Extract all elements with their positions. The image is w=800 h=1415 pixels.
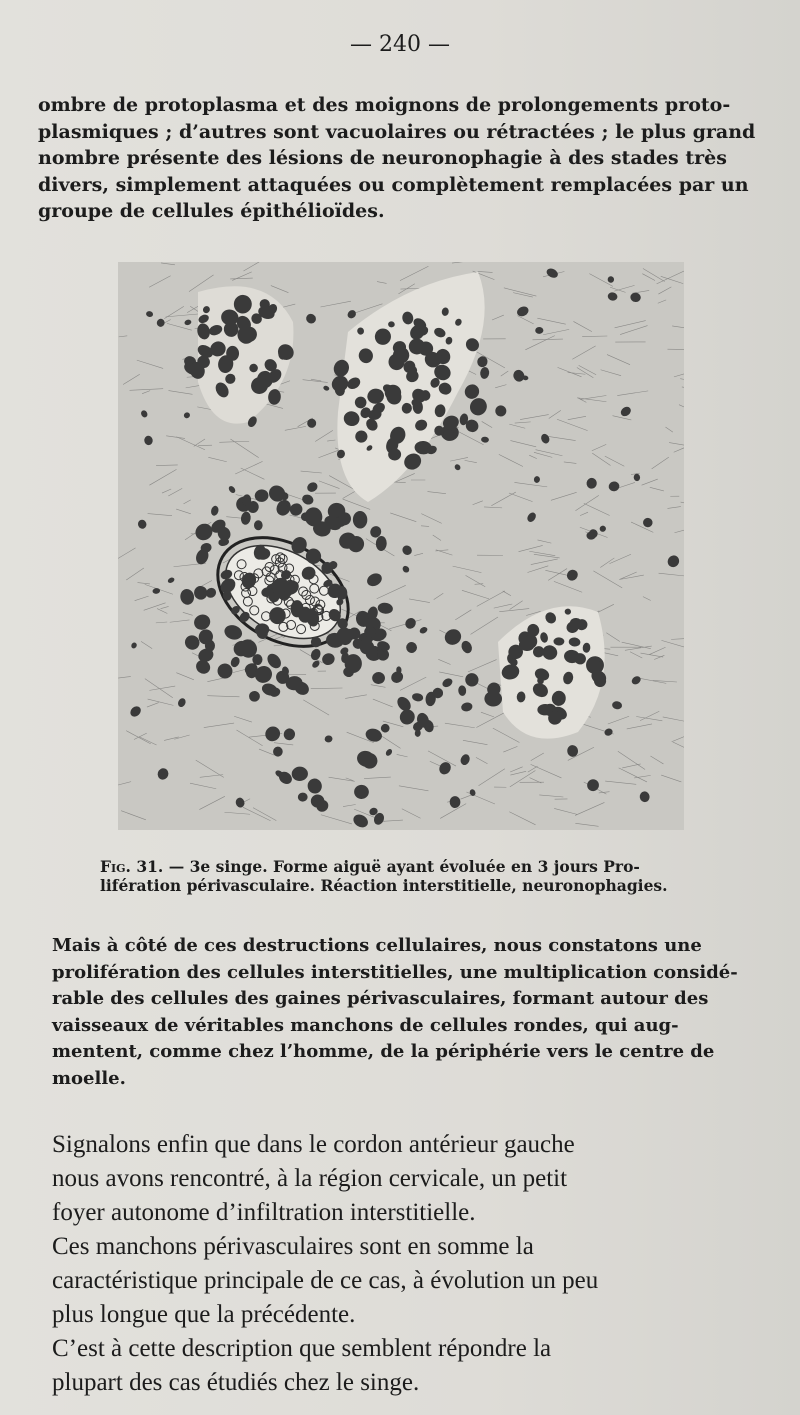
text-line: rable des cellules des gaines périvasculaires, formant autour des [52, 988, 709, 1009]
text-line: C’est à cette description que semblent répondre la [52, 1335, 552, 1362]
paragraph-top [38, 92, 766, 225]
text-line: plupart des cas étudiés chez le singe. [52, 1369, 420, 1396]
page-number: — 240 — [350, 32, 450, 57]
cell-nucleus [269, 607, 286, 624]
figure-label: Fig. 31. [100, 857, 164, 876]
text-line: ombre de protoplasma et des moignons de prolongements proto- [38, 94, 731, 116]
text-line: divers, simplement attaquées ou complètement remplacées par un [38, 173, 749, 196]
text-line: Ces manchons périvasculaires sont en somme la [52, 1233, 534, 1260]
histology-illustration [118, 262, 684, 830]
text-line: Mais à côté de ces destructions cellulaires, nous constatons une [52, 935, 702, 956]
text-line: groupe de cellules épithélioïdes. [38, 200, 385, 222]
text-line: vaisseaux de véritables manchons de cellules rondes, qui aug- [52, 1014, 679, 1036]
text-line: plasmiques ; d’autres sont vacuolaires ou rétractées ; le plus grand [38, 120, 756, 143]
text-line: nous avons rencontré, à la région cervicale, un petit [52, 1165, 568, 1192]
paragraph-bottom [52, 1128, 764, 1400]
text-line: mentent, comme chez l’homme, de la périphérie vers le centre de [52, 1041, 715, 1062]
text-line: caractéristique principale de ce cas, à évolution un peu [52, 1267, 599, 1294]
text-line: Signalons enfin que dans le cordon antérieur gauche [52, 1131, 575, 1158]
caption-line [100, 857, 720, 876]
text-line: prolifération des cellules interstitielles, une multiplication considé- [52, 961, 738, 983]
text-line: nombre présente des lésions de neuronophagie à des stades très [38, 147, 727, 169]
histology-drawing [118, 262, 684, 830]
caption-text: — 3e singe. Forme aiguë ayant évoluée en 3 jours Pro- [163, 857, 640, 876]
text-line: plus longue que la précédente. [52, 1301, 356, 1328]
caption-line: lifération périvasculaire. Réaction interstitielle, neuronophagies. [100, 876, 668, 895]
text-line: foyer autonome d’infiltration interstitielle. [52, 1199, 476, 1226]
text-line: moelle. [52, 1067, 126, 1089]
figure-caption [100, 857, 720, 895]
paragraph-middle [52, 933, 764, 1092]
